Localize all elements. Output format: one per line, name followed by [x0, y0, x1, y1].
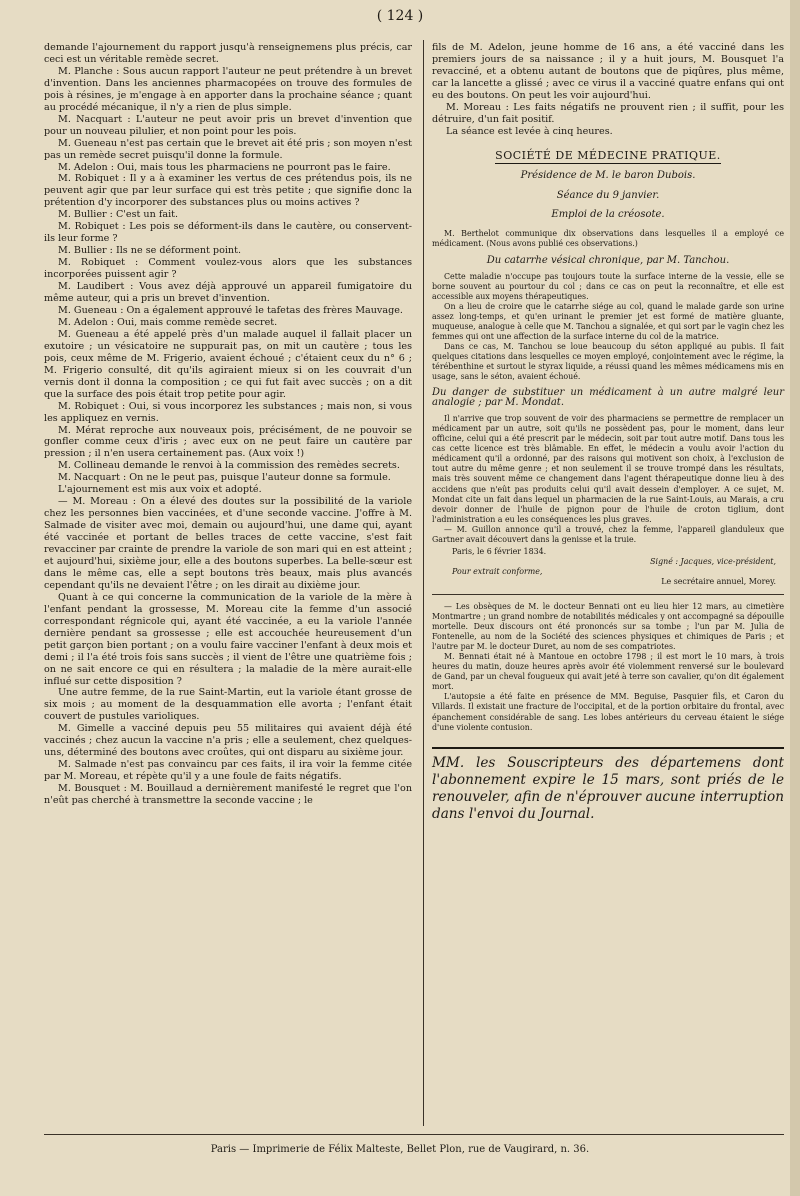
- paragraph: M. Berthelot communique dix observations dans lesquelles il a employé ce médicament. (Nous avons publié ces observations.): [432, 229, 784, 249]
- paragraph: M. Collineau demande le renvoi à la commission des remèdes secrets.: [58, 460, 400, 472]
- paragraph: M. Mérat reproche aux nouveaux pois, précisément, de ne pouvoir se gonfler comme ceux d'iris ; avec eux on ne peut faire un cautère par pression ; il n'en usera certainement pas. (Aux voix !): [44, 424, 412, 460]
- footer-divider: [44, 1134, 784, 1135]
- section-heading: Du catarrhe vésical chronique, par M. Tanchou.: [486, 254, 730, 266]
- paragraph: M. Gueneau a été appelé près d'un malade auquel il fallait placer un exutoire ; un vésicatoire ne suppurait pas, on mit un cautère ; tous les pois, ceux même de M. Frigerio, avaient échoué ; c'étaient ceux du n° 6 ; M. Frigerio consulté, dit qu'ils agiraient mieux si on les couvrait d'un vernis dont il donna la composition ; ce qui fut fait avec succès ; on a dit que la surface des pois était trop petite pour agir.: [44, 328, 412, 400]
- paragraph: M. Bennati était né à Mantoue en octobre 1798 ; il est mort le 10 mars, à trois heures du matin, douze heures après avoir été violemment renversé sur le boulevard de Gand, par un cheval fougueux qui avait jeté à terre son cavalier, qu'on dit également mort.: [432, 652, 784, 692]
- seance-line: Séance du 9 janvier.: [556, 189, 660, 201]
- paragraph: M. Gueneau n'est pas certain que le brevet ait été pris ; son moyen n'est pas un remède secret puisqu'il donne la formule.: [44, 137, 412, 161]
- paragraph: M. Adelon : Oui, mais tous les pharmaciens ne pourront pas le faire.: [58, 161, 391, 173]
- presidence-line: Présidence de M. le baron Dubois.: [520, 169, 696, 181]
- left-column: [44, 42, 412, 807]
- page-edge: [790, 0, 800, 1196]
- paragraph: M. Salmade n'est pas convaincu par ces faits, il ira voir la femme citée par M. Moreau, et répète qu'il y a une foule de faits négatifs.: [44, 759, 412, 783]
- secretary-line: Le secrétaire annuel, Morey.: [661, 576, 776, 586]
- paragraph: fils de M. Adelon, jeune homme de 16 ans, a été vacciné dans les premiers jours de sa naissance ; il y a huit jours, M. Bousquet l'a revacciné, et a obtenu autant de boutons que de piqûres, plus même, car la lancette a glissé ; avec ce virus il a vacciné quatre enfans qui ont eu des boutons. On peut les voir aujourd'hui.: [432, 42, 784, 101]
- signature-line: Signé : Jacques, vice-président,: [650, 556, 776, 566]
- paragraph: M. Laudibert : Vous avez déjà approuvé un appareil fumigatoire du même auteur, qui a pris un brevet d'invention.: [44, 281, 412, 305]
- paragraph: M. Bullier : Ils ne se déforment point.: [58, 245, 241, 257]
- extrait-line: Pour extrait conforme,: [452, 566, 543, 576]
- paragraph: M. Planche : Sous aucun rapport l'auteur ne peut prétendre à un brevet d'invention. Dans les anciennes pharmacopées on trouve des formules de pois à résines, je m'engage à en apporter dans la prochaine séance ; quant au procédé mécanique, il n'y a rien de plus simple.: [44, 65, 412, 113]
- paragraph: L'autopsie a été faite en présence de MM. Beguise, Pasquier fils, et Caron du Villards. Il existait une fracture de l'occipital, et de la portion orbitaire du frontal, avec épanchement considérable de sang. Les lobes antérieurs du cerveau étaient le siége d'une violente contusion.: [432, 692, 784, 732]
- paragraph: M. Gueneau : On a également approuvé le tafetas des frères Mauvage.: [58, 304, 403, 316]
- paragraph: M. Robiquet : Les pois se déforment-ils dans le cautère, ou conservent-ils leur forme ?: [44, 221, 412, 245]
- paragraph: M. Moreau : Les faits négatifs ne prouvent rien ; il suffit, pour les détruire, d'un fait positif.: [432, 101, 784, 125]
- subscription-notice: MM. les Souscripteurs des départemens dont l'abonnement expire le 15 mars, sont priés de le renouveler, afin de n'éprouver aucune interruption dans l'envoi du Journal.: [432, 747, 784, 823]
- right-column: [432, 42, 784, 823]
- paragraph: Il n'arrive que trop souvent de voir des pharmaciens se permettre de remplacer un médicament par un autre, soit qu'ils ne possèdent pas, pour le moment, dans leur officine, celui qui a été prescrit par le médecin, soit par tout autre motif. Dans tous les cas cette licence est très blâmable. En effet, le médecin a voulu avoir l'action du médicament qu'il a ordonné, par des raisons qui motivent son choix, à l'exclusion de tout autre du même genre ; et non seulement il se trouve trompé dans les résultats, mais très souvent même ce changement dans l'agent thérapeutique donne lieu à des accidens que n'eût pas produits celui qu'il avait dessein d'employer. A ce sujet, M. Mondat cite un fait dans lequel un pharmacien de la rue Saint-Louis, au Marais, a cru devoir donner de l'huile de pignon pour de l'huile de croton tiglium, dont l'administration a eu les conséquences les plus graves.: [432, 414, 784, 524]
- paragraph: demande l'ajournement du rapport jusqu'à renseignemens plus précis, car ceci est un véritable remède secret.: [44, 42, 412, 65]
- paragraph: — M. Guillon annonce qu'il a trouvé, chez la femme, l'appareil glanduleux que Gartner avait découvert dans la genisse et la truie.: [432, 524, 784, 544]
- paragraph: M. Bullier : C'est un fait.: [58, 209, 179, 221]
- printer-footer: Paris — Imprimerie de Félix Malteste, Bellet Plon, rue de Vaugirard, n. 36.: [210, 1144, 590, 1155]
- date-line: Paris, le 6 février 1834.: [452, 546, 547, 556]
- paragraph: M. Adelon : Oui, mais comme remède secret.: [58, 316, 278, 328]
- divider: [432, 594, 784, 595]
- paragraph: — Les obsèques de M. le docteur Bennati ont eu lieu hier 12 mars, au cimetière Montmartre ; un grand nombre de notabilités médicales y ont accompagné sa dépouille mortelle. Deux discours ont été prononcés sur sa tombe ; l'un par M. Julia de Fontenelle, au nom de la Société des sciences physiques et chimiques de Paris ; et l'autre par M. le docteur Duret, au nom de ses compatriotes.: [432, 601, 784, 652]
- paragraph: Cette maladie n'occupe pas toujours toute la surface interne de la vessie, elle se borne souvent au pourtour du col ; dans ce cas on peut la reconnaître, et elle est accessible aux moyens thérapeutiques.: [432, 271, 784, 301]
- paragraph: Dans ce cas, M. Tanchou se loue beaucoup du séton appliqué au pubis. Il fait quelques citations dans lesquelles ce moyen employé, conjointement avec le régime, la térébenthine et surtout le styrax liquide, a réussi quand les mêmes médicamens mis en usage, sans le séton, avaient échoué.: [432, 341, 784, 382]
- paragraph: M. Robiquet : Oui, si vous incorporez les substances ; mais non, si vous les appliquez en vernis.: [44, 400, 412, 424]
- paragraph: M. Nacquart : L'auteur ne peut avoir pris un brevet d'invention que pour un nouveau pilulier, et non point pour les pois.: [44, 113, 412, 137]
- paragraph: M. Bousquet : M. Bouillaud a dernièrement manifesté le regret que l'on n'eût pas cherché à transmettre la seconde vaccine ; le: [44, 783, 412, 807]
- section-heading: Du danger de substituer un médicament à un autre malgré leur analogie ; par M. Mondat.: [432, 387, 784, 409]
- small-text-block: [432, 229, 784, 732]
- paragraph: M. Nacquart : On ne le peut pas, puisque l'auteur donne sa formule.: [58, 472, 391, 484]
- paragraph: La séance est levée à cinq heures.: [446, 125, 613, 137]
- paragraph: Quant à ce qui concerne la communication de la variole de la mère à l'enfant pendant la grossesse, M. Moreau cite la femme d'un associé correspondant régnicole qui, ayant été vaccinée, a eu la variole l'année dernière pendant sa grossesse ; elle est accouchée heureusement d'un petit garçon bien portant ; on a voulu faire vacciner l'enfant à deux mois et demi ; il l'a été trois fois sans succès ; il vient de l'être une quatrième fois ; on ne sait encore ce qui en résultera ; la maladie de la mère aurait-elle influé sur cette disposition ?: [44, 591, 412, 687]
- section-heading: Emploi de la créosote.: [551, 209, 665, 221]
- page-number: ( 124 ): [376, 8, 424, 24]
- paragraph: M. Robiquet : Comment voulez-vous alors que les substances incorporées puissent agir ?: [44, 257, 412, 281]
- paragraph: L'ajournement est mis aux voix et adopté.: [58, 484, 262, 496]
- paragraph: M. Robiquet : Il y a à examiner les vertus de ces prétendus pois, ils ne peuvent agir que par leur surface qui est très petite ; que signifie donc la prétention d'y incorporer des substances plus ou moins actives ?: [44, 173, 412, 209]
- column-divider: [423, 40, 424, 1126]
- paragraph: On a lieu de croire que le catarrhe siége au col, quand le malade garde son urine assez long-temps, et qu'en urinant le premier jet est formé de matière gluante, muqueuse, analogue à celle que M. Tanchou a signalée, et qui sort par le vagin chez les femmes qui ont une affection de la surface interne du col de la matrice.: [432, 301, 784, 341]
- society-title: SOCIÉTÉ DE MÉDECINE PRATIQUE.: [495, 148, 721, 162]
- paragraph: M. Gimelle a vacciné depuis peu 55 militaires qui avaient déjà été vaccinés ; chez aucun la vaccine n'a pris ; elle a seulement, chez quelques-uns, déterminé des boutons avec croûtes, qui ont disparu au sixième jour.: [44, 723, 412, 759]
- paragraph: Une autre femme, de la rue Saint-Martin, eut la variole étant grosse de six mois ; au moment de la desquammation elle avorta ; l'enfant était couvert de pustules varioliques.: [44, 687, 412, 723]
- paragraph: — M. Moreau : On a élevé des doutes sur la possibilité de la variole chez les personnes bien vaccinées, et d'une seconde vaccine. J'offre à M. Salmade de visiter avec moi, demain ou aujourd'hui, une dame qui, ayant été vaccinée et portant de belles traces de cette vaccine, s'est fait revacciner par crainte de prendre la variole de son mari qui en est atteint ; et aujourd'hui, sixième jour, elle a des boutons superbes. La belle-sœur est dans le même cas, elle a sept boutons très beaux, mais plus avancés cependant qu'ils ne devaient l'être ; on les dirait au dixième jour.: [44, 496, 412, 591]
